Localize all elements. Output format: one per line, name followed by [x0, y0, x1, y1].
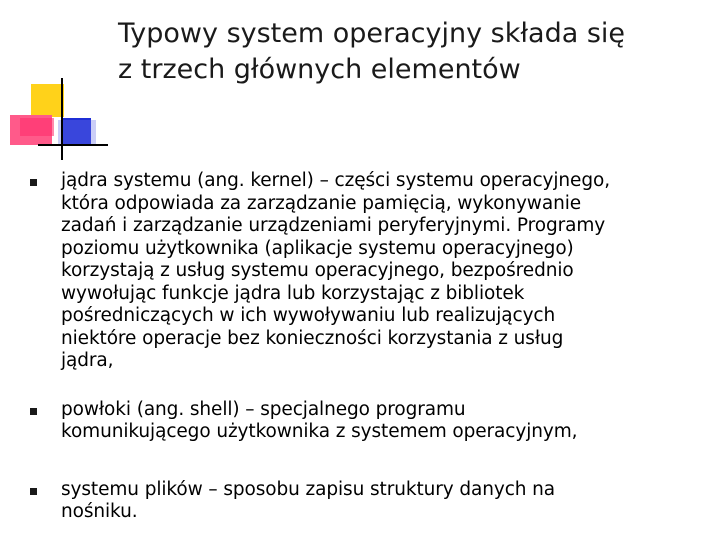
title-decoration [0, 0, 110, 165]
bullet-square-icon [30, 488, 37, 495]
bullet-list [30, 170, 710, 524]
bullet-item-shell [30, 399, 710, 444]
bullet-text-line: niektóre operacje bez konieczności korzystania z usług [61, 327, 564, 349]
bullet-square-icon [30, 408, 37, 415]
bullet-text-line: wywołując funkcje jądra lub korzystając z bibliotek [61, 282, 525, 304]
bullet-text-line: korzystają z usług systemu operacyjnego, bezpośrednio [61, 260, 574, 281]
bullet-item-kernel [30, 170, 710, 373]
decor-yellow-square [31, 84, 64, 117]
bullet-text-line: która odpowiada za zarządzanie pamięcią, wykonywanie [61, 192, 582, 214]
decor-blue-fade [58, 120, 96, 146]
bullet-item-filesystem [30, 479, 710, 524]
bullet-square-icon [30, 179, 37, 186]
bullet-text-line: powłoki (ang. shell) – specjalnego programu [61, 398, 466, 420]
slide-title-line-2: z trzech głównych elementów [118, 54, 521, 85]
bullet-text-line: pośredniczących w ich wywoływaniu lub realizujących [61, 305, 556, 326]
bullet-text-line: systemu plików – sposobu zapisu struktury danych na [61, 478, 556, 500]
bullet-text-line: poziomu użytkownika (aplikacje systemu operacyjnego) [61, 237, 574, 259]
bullet-text-line: komunikującego użytkownika z systemem operacyjnym, [61, 421, 578, 442]
bullet-text-line: nośniku. [61, 501, 138, 522]
bullet-text-line: jądra, [61, 350, 114, 371]
slide-title [118, 16, 708, 88]
bullet-text-line: jądra systemu (ang. kernel) – części systemu operacyjnego, [61, 170, 610, 191]
bullet-text-line: zadań i zarządzanie urządzeniami peryferyjnymi. Programy [61, 215, 606, 236]
decor-red-glow [20, 118, 54, 136]
slide-title-line-1: Typowy system operacyjny składa się [118, 18, 626, 49]
